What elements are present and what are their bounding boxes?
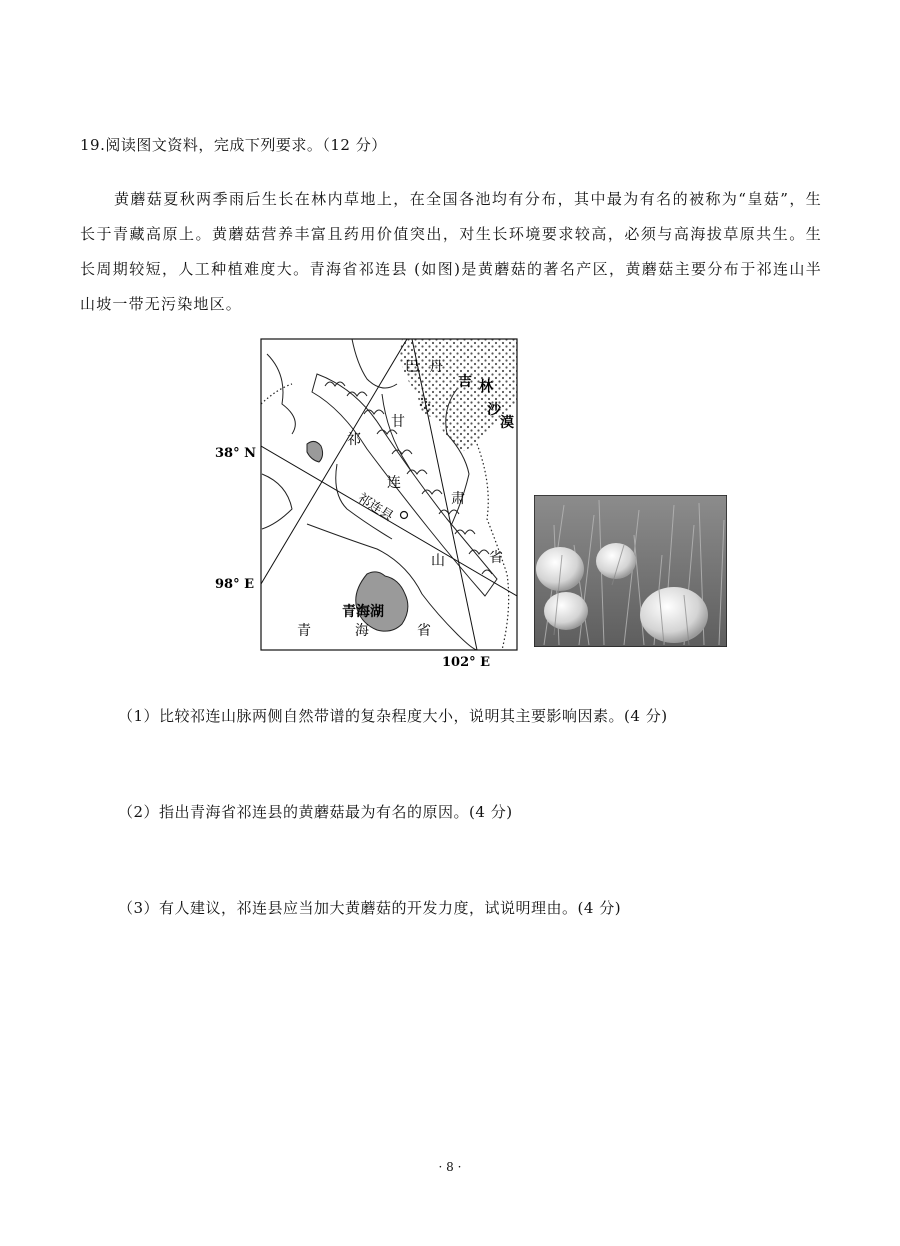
desert-area (399, 339, 517, 452)
river (352, 339, 397, 388)
province-boundary (261, 384, 292, 404)
label-county: 祁连县 (354, 490, 396, 525)
question-title: 19.阅读图文资料，完成下列要求。（12 分） (80, 136, 387, 154)
sub-question-3: （3）有人建议，祁连县应当加大黄蘑菇的开发力度，试说明理由。(4 分) (118, 899, 622, 917)
sub-question-1: （1）比较祁连山脉两侧自然带谱的复杂程度大小，说明其主要影响因素。(4 分) (118, 707, 668, 725)
river (262, 474, 292, 529)
label-qi: 祁 (347, 432, 361, 448)
label-dan: 丹 (429, 359, 443, 375)
label-sheng-qinghai: 省 (417, 623, 431, 639)
label-lake: 青海湖 (342, 604, 384, 620)
label-shan: 山 (431, 553, 445, 569)
lat-label: 38° N (215, 446, 256, 461)
label-sha: 沙 (487, 402, 501, 418)
label-ji: 吉 (458, 374, 472, 390)
province-boundary (477, 444, 509, 650)
label-sheng-gansu: 省 (489, 550, 503, 566)
label-lin: 林 (479, 379, 493, 395)
river (267, 354, 295, 434)
small-lake (307, 441, 323, 462)
label-qing: 青 (297, 623, 311, 639)
page-number: · 8 · (438, 1160, 462, 1174)
label-su: 肃 (451, 491, 465, 507)
label-ba: 巴 (405, 359, 419, 375)
label-lian: 连 (387, 475, 401, 491)
mushroom-photo (534, 495, 727, 647)
question-paragraph: 黄蘑菇夏秋两季雨后生长在林内草地上，在全国各池均有分布，其中最为有名的被称为“皇菇”，生长于青藏高原上。黄蘑菇营养丰富且药用价值突出，对生长环境要求较高，必须与高海拔草原共生。生长周期较短，人工种植难度大。青海省祁连县 (如图)是黄蘑菇的著名产区，黄蘑菇主要分布于祁连山半山坡一带无污染地区。 (80, 190, 822, 313)
lon-label-98: 98° E (215, 577, 255, 592)
qilian-map (207, 334, 527, 670)
label-mo: 漠 (500, 415, 514, 431)
lon-label-102: 102° E (442, 655, 491, 670)
label-hai: 海 (355, 623, 369, 639)
label-gan: 甘 (391, 414, 405, 430)
sub-question-2: （2）指出青海省祁连县的黄蘑菇最为有名的原因。(4 分) (118, 803, 513, 821)
county-point (401, 512, 408, 519)
